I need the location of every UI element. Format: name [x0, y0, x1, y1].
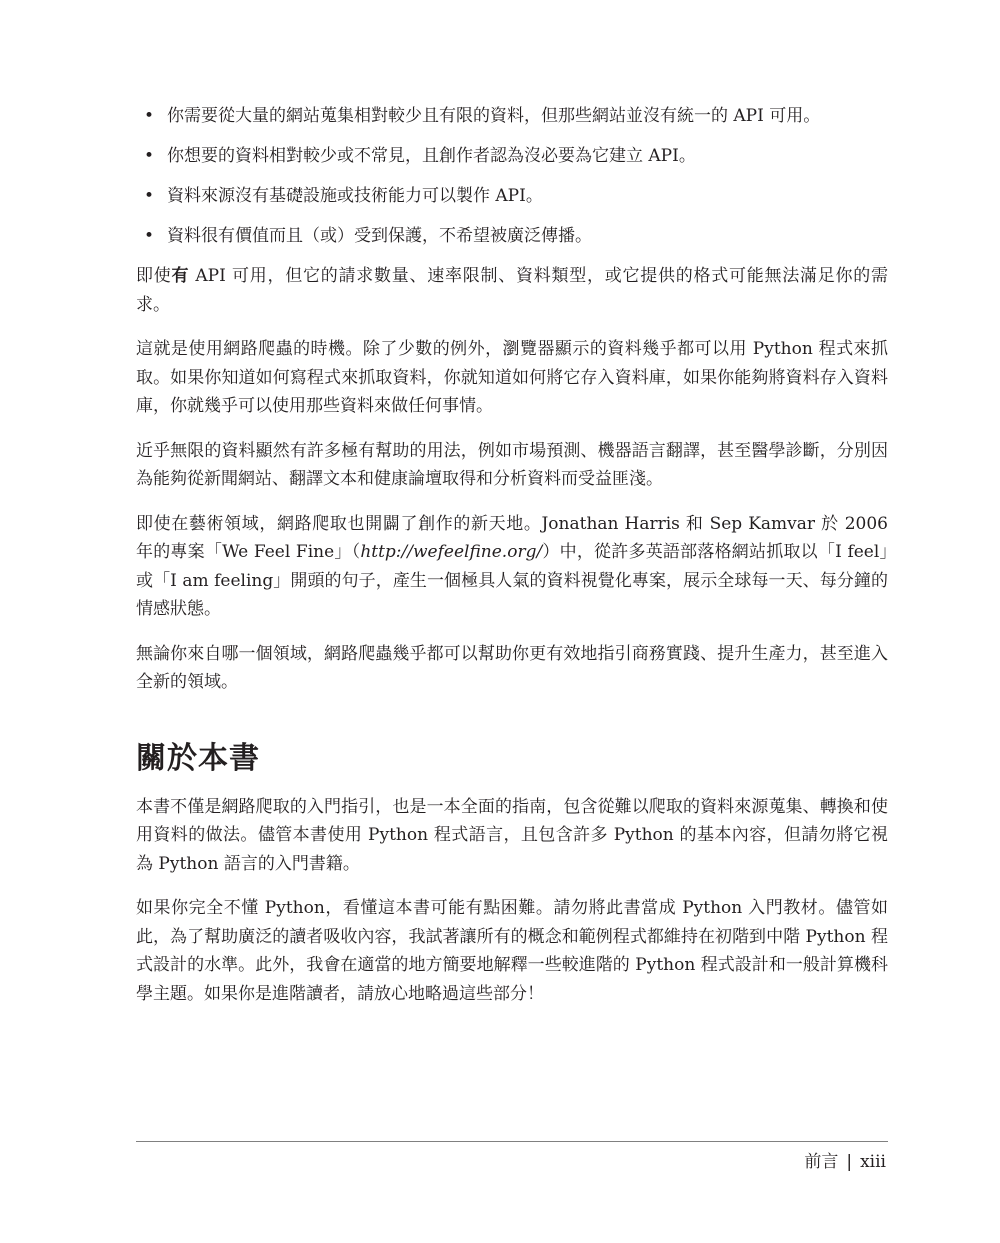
- list-item-text: 你想要的資料相對較少或不常見，且創作者認為沒必要為它建立 API。: [167, 146, 696, 166]
- page-footer: [804, 1150, 886, 1174]
- paragraph-text: 即使在藝術領域，網路爬取也開闢了創作的新天地。Jonathan Harris 和 Sep Kamvar 於 2006 年的專案「We Feel Fine」（: [136, 513, 888, 562]
- footer-chapter: 前言: [804, 1152, 839, 1172]
- page-number: xiii: [860, 1152, 886, 1172]
- bullet-icon: •: [144, 146, 155, 166]
- list-item: [136, 142, 888, 170]
- paragraph-about-book: 本書不僅是網路爬取的入門指引，也是一本全面的指南，包含從難以爬取的資料來源蒐集、轉換和使用資料的做法。儘管本書使用 Python 程式語言，且包含許多 Python 的基本內容，但請勿將它視為 Python 語言的入門書籍。: [136, 796, 888, 874]
- list-item-text: 資料來源沒有基礎設施或技術能力可以製作 API。: [167, 186, 543, 206]
- list-item: [136, 182, 888, 210]
- paragraph-uses: 近乎無限的資料顯然有許多極有幫助的用法，例如市場預測、機器語言翻譯，甚至醫學診斷，分別因為能夠從新聞網站、翻譯文本和健康論壇取得和分析資料而受益匪淺。: [136, 440, 888, 489]
- list-item: [136, 102, 888, 130]
- emphasis-text: 有: [171, 266, 190, 286]
- paragraph-python-level: 如果你完全不懂 Python，看懂這本書可能有點困難。請勿將此書當成 Python 入門教材。儘管如此，為了幫助廣泛的讀者吸收內容，我試著讓所有的概念和範例程式都維持在初階到中階 Python 程式設計的水準。此外，我會在適當的地方簡要地解釋一些較進階的 Python 程式設計和一般計算機科學主題。如果你是進階讀者，請放心地略過這些部分！: [136, 898, 888, 1004]
- bullet-icon: •: [144, 226, 155, 246]
- bullet-icon: •: [144, 106, 155, 126]
- list-item-text: 資料很有價值而且（或）受到保護，不希望被廣泛傳播。: [167, 226, 592, 246]
- section-heading: 關於本書: [136, 740, 260, 776]
- paragraph-api-limits: [136, 262, 888, 319]
- paragraph-when-to-scrape: 這就是使用網路爬蟲的時機。除了少數的例外，瀏覽器顯示的資料幾乎都可以用 Python 程式來抓取。如果你知道如何寫程式來抓取資料，你就知道如何將它存入資料庫，如果你能夠將資料存入資料庫，你就幾乎可以使用那些資料來做任何事情。: [136, 339, 888, 416]
- paragraph-art: [136, 510, 888, 624]
- bullet-icon: •: [144, 186, 155, 206]
- footer-divider: [136, 1141, 888, 1142]
- list-item-text: 你需要從大量的網站蒐集相對較少且有限的資料，但那些網站並沒有統一的 API 可用。: [167, 106, 821, 126]
- paragraph-text: ）中，從許多英語部落格網站抓取以「I feel」或「I am feeling」開頭的句子，產生一個極具人氣的資料視覺化專案，展示全球每一天、每分鐘的情感狀態。: [136, 542, 889, 619]
- paragraph-any-field: 無論你來自哪一個領域，網路爬蟲幾乎都可以幫助你更有效地指引商務實踐、提升生產力，甚至進入全新的領域。: [136, 643, 888, 692]
- footer-separator: |: [846, 1152, 853, 1172]
- bullet-list: [136, 102, 888, 250]
- url-link[interactable]: http://wefeelfine.org/: [360, 542, 543, 562]
- paragraph-text: API 可用，但它的請求數量、速率限制、資料類型，或它提供的格式可能無法滿足你的需求。: [136, 266, 888, 315]
- paragraph-text: 即使: [136, 266, 172, 286]
- page-content: [136, 102, 888, 1024]
- list-item: [136, 222, 888, 250]
